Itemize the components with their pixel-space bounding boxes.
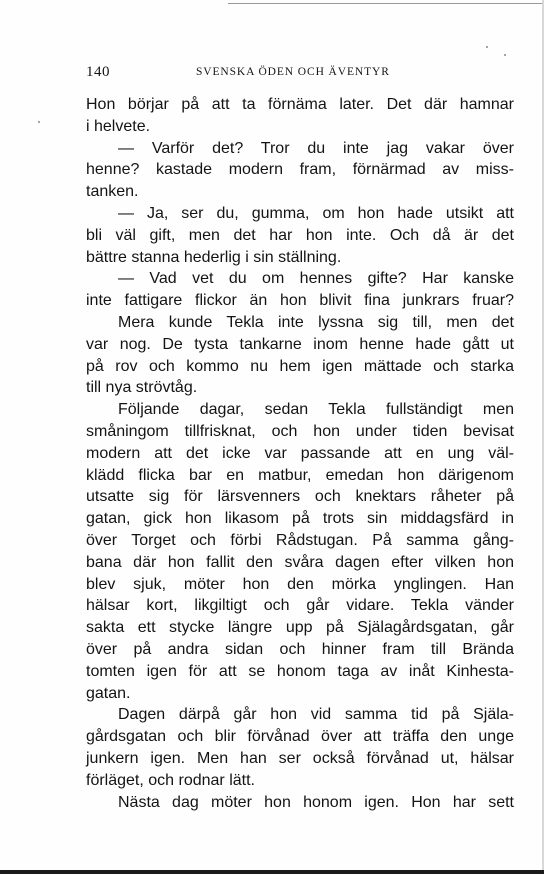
text-line: gatan. [86,684,131,702]
text-line: blev sjuk, möter hon den mörka ynglingen. Han [86,575,514,593]
text-line: modern att det icke var passande att en ung väl- [86,444,514,462]
text-line: — Vad vet du om hennes gifte? Har kanske [118,270,514,288]
text-line: över på andra sidan och hinner fram till Brända [86,640,514,658]
text-line: hälsar kort, likgiltigt och går vidare. Tekla vänder [86,597,514,615]
text-line: var nog. De tysta tankarne inom henne hade gått ut [86,335,514,353]
page-number: 140 [86,64,110,80]
text-line: gatan, gick hon likasom på trots sin middagsfärd in [86,510,514,528]
text-line: tomten igen för att se honom taga av inåt Kinhesta- [86,662,514,680]
text-line: över Torget och förbi Rådstugan. På samma gång- [86,531,514,549]
paper-speck [38,121,40,123]
text-line: henne? kastade modern fram, förnärmad av miss- [86,161,514,179]
text-line: sakta ett stycke längre upp på Själagårdsgatan, går [86,619,514,637]
text-line: — Ja, ser du, gumma, om hon hade utsikt att [118,204,514,222]
text-line: tanken. [86,183,139,201]
text-line: Följande dagar, sedan Tekla fullständigt men [118,401,514,419]
paper-speck [504,54,506,56]
scan-top-edge [228,3,544,4]
page-header [86,64,514,82]
text-line: — Varför det? Tror du inte jag vakar över [118,139,514,157]
text-line: bana där hon fallit den svåra dagen efter vilken hon [86,553,514,571]
text-line: bättre stanna hederlig i sin ställning. [86,248,342,266]
text-line: junkern igen. Men han ser också förvånad ut, hälsar [86,749,514,767]
text-line: Mera kunde Tekla inte lyssna sig till, men det [118,313,514,331]
body-text [86,94,514,813]
text-line: i helvete. [86,117,151,135]
text-line: Hon börjar på att ta förnäma later. Det där hamnar [86,96,514,113]
paper-speck [486,46,488,48]
text-line: gårdsgatan och blir förvånad över att träffa den unge [86,728,514,746]
text-line: utsatte sig för lärsvenners och knektars råheter på [86,488,514,506]
text-line: inte fattigare flickor än hon blivit fina junkrars fruar? [86,292,514,310]
text-line: småningom tillfrisknat, och hon under tiden bevisat [86,422,514,440]
running-head: SVENSKA ÖDEN OCH ÄVENTYR [196,66,390,78]
text-line: förläget, och rodnar lätt. [86,771,255,789]
scan-bottom-edge [0,870,544,874]
text-line: på rov och kommo nu hem igen mättade och starka [86,357,514,375]
text-line: Dagen därpå går hon vid samma tid på Själa- [118,706,514,724]
text-line: Nästa dag möter hon honom igen. Hon har sett [118,793,514,811]
text-line: klädd flicka bar en matbur, emedan hon därigenom [86,466,514,484]
text-line: till nya strövtåg. [86,379,198,397]
text-line: bli väl gift, men det har hon inte. Och då är det [86,226,514,244]
